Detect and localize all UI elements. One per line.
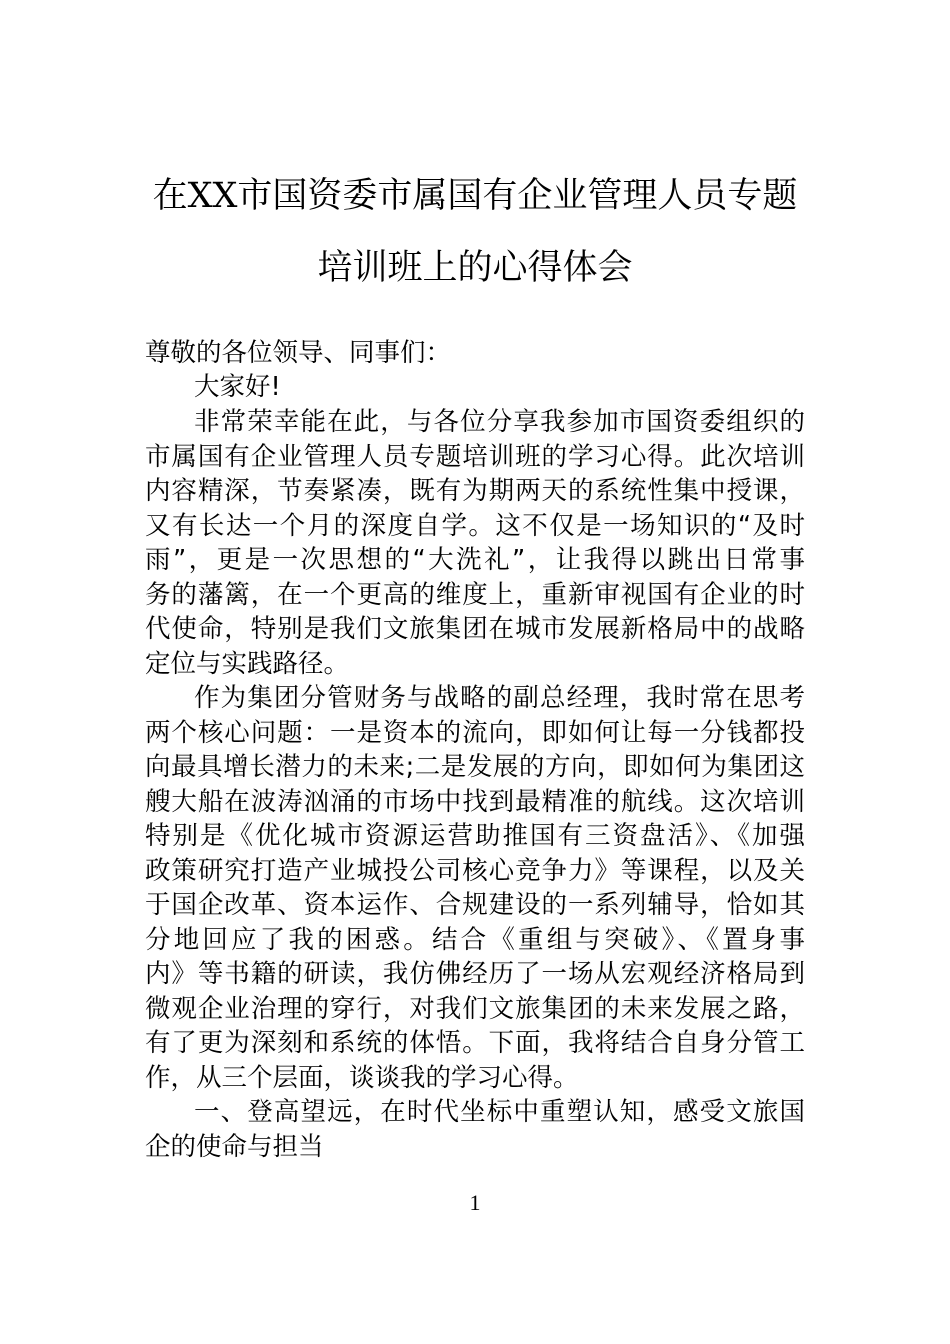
paragraph-2-line: 作为集团分管财务与战略的副总经理，我时常在思考 bbox=[194, 683, 805, 713]
paragraph-2-line: 于国企改革、资本运作、合规建设的一系列辅导，恰如其 bbox=[145, 890, 805, 920]
paragraph-2-line: 向最具增长潜力的未来;二是发展的方向，即如何为集团这 bbox=[145, 752, 805, 782]
paragraph-1-line: 务的藩篱，在一个更高的维度上，重新审视国有企业的时 bbox=[145, 580, 805, 610]
paragraph-2-line: 内》等书籍的研读，我仿佛经历了一场从宏观经济格局到 bbox=[145, 959, 805, 989]
paragraph-1-line: 市属国有企业管理人员专题培训班的学习心得。此次培训 bbox=[145, 442, 805, 472]
page-number: 1 bbox=[469, 1190, 481, 1215]
paragraph-2-line: 艘大船在波涛汹涌的市场中找到最精准的航线。这次培训 bbox=[145, 787, 805, 817]
paragraph-2-line: 政策研究打造产业城投公司核心竞争力》等课程，以及关 bbox=[145, 856, 805, 886]
paragraph-1-line: 雨”，更是一次思想的“大洗礼”，让我得以跳出日常事 bbox=[145, 545, 805, 575]
paragraph-2-line: 分地回应了我的困惑。结合《重组与突破》、《置身事 bbox=[145, 925, 805, 955]
paragraph-2-line: 作，从三个层面，谈谈我的学习心得。 bbox=[145, 1063, 579, 1093]
salutation: 尊敬的各位领导、同事们： bbox=[145, 338, 452, 368]
greeting: 大家好! bbox=[194, 372, 281, 402]
document-title-line-2: 培训班上的心得体会 bbox=[317, 248, 633, 288]
document-title-line-1: 在XX市国资委市属国有企业管理人员专题 bbox=[152, 176, 798, 216]
paragraph-1-line: 又有长达一个月的深度自学。这不仅是一场知识的“及时 bbox=[145, 511, 805, 541]
paragraph-2-line: 特别是《优化城市资源运营助推国有三资盘活》、《加强 bbox=[145, 821, 805, 851]
paragraph-2-line: 两个核心问题：一是资本的流向，即如何让每一分钱都投 bbox=[145, 718, 805, 748]
paragraph-2-line: 有了更为深刻和系统的体悟。下面，我将结合自身分管工 bbox=[145, 1028, 805, 1058]
paragraph-1-line: 内容精深，节奏紧凑，既有为期两天的系统性集中授课， bbox=[145, 476, 805, 506]
paragraph-1-line: 代使命，特别是我们文旅集团在城市发展新格局中的战略 bbox=[145, 614, 805, 644]
paragraph-2-line: 微观企业治理的穿行，对我们文旅集团的未来发展之路， bbox=[145, 994, 805, 1024]
paragraph-1-line: 非常荣幸能在此，与各位分享我参加市国资委组织的 bbox=[194, 407, 805, 437]
section-heading-line: 企的使命与担当 bbox=[145, 1132, 324, 1162]
paragraph-1-line: 定位与实践路径。 bbox=[145, 649, 350, 679]
section-heading-line: 一、登高望远，在时代坐标中重塑认知，感受文旅国 bbox=[194, 1097, 805, 1127]
